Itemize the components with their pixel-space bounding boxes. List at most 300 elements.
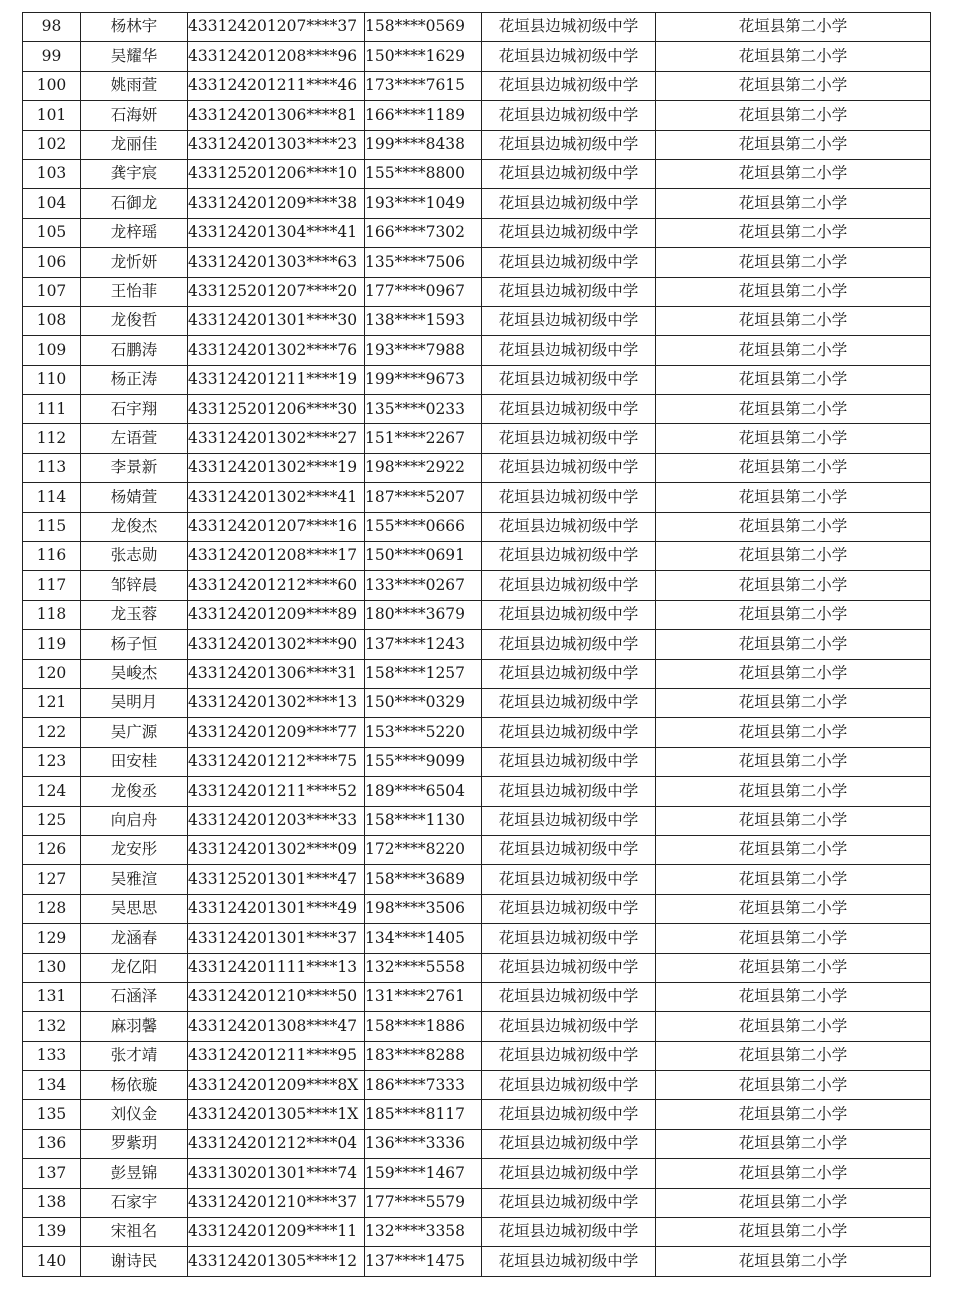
phone-number: 187****5207 — [365, 483, 482, 512]
primary-school: 花垣县第二小学 — [656, 777, 931, 806]
phone-number: 158****1257 — [365, 659, 482, 688]
middle-school: 花垣县边城初级中学 — [482, 424, 656, 453]
id-number: 433124201111****13 — [188, 953, 365, 982]
phone-number: 158****0569 — [365, 13, 482, 42]
middle-school: 花垣县边城初级中学 — [482, 336, 656, 365]
primary-school: 花垣县第二小学 — [656, 894, 931, 923]
phone-number: 153****5220 — [365, 718, 482, 747]
table-row — [23, 13, 931, 42]
phone-number: 135****0233 — [365, 395, 482, 424]
row-number: 140 — [23, 1247, 81, 1276]
student-name: 吴耀华 — [81, 42, 188, 71]
student-name: 罗紫玥 — [81, 1129, 188, 1158]
phone-number: 193****1049 — [365, 189, 482, 218]
middle-school: 花垣县边城初级中学 — [482, 189, 656, 218]
primary-school: 花垣县第二小学 — [656, 101, 931, 130]
phone-number: 180****3679 — [365, 600, 482, 629]
primary-school: 花垣县第二小学 — [656, 1012, 931, 1041]
primary-school: 花垣县第二小学 — [656, 248, 931, 277]
primary-school: 花垣县第二小学 — [656, 1100, 931, 1129]
primary-school: 花垣县第二小学 — [656, 424, 931, 453]
table-row — [23, 218, 931, 247]
table-row — [23, 159, 931, 188]
student-name: 王怡菲 — [81, 277, 188, 306]
student-name: 龙亿阳 — [81, 953, 188, 982]
row-number: 119 — [23, 630, 81, 659]
row-number: 127 — [23, 865, 81, 894]
middle-school: 花垣县边城初级中学 — [482, 600, 656, 629]
id-number: 433124201211****46 — [188, 71, 365, 100]
middle-school: 花垣县边城初级中学 — [482, 483, 656, 512]
middle-school: 花垣县边城初级中学 — [482, 277, 656, 306]
id-number: 433124201211****52 — [188, 777, 365, 806]
table-row — [23, 1218, 931, 1247]
student-name: 杨婧萱 — [81, 483, 188, 512]
table-row — [23, 365, 931, 394]
row-number: 112 — [23, 424, 81, 453]
phone-number: 155****8800 — [365, 159, 482, 188]
table-row — [23, 600, 931, 629]
id-number: 433125201206****10 — [188, 159, 365, 188]
middle-school: 花垣县边城初级中学 — [482, 747, 656, 776]
row-number: 116 — [23, 542, 81, 571]
middle-school: 花垣县边城初级中学 — [482, 395, 656, 424]
middle-school: 花垣县边城初级中学 — [482, 1218, 656, 1247]
table-row — [23, 453, 931, 482]
primary-school: 花垣县第二小学 — [656, 806, 931, 835]
primary-school: 花垣县第二小学 — [656, 365, 931, 394]
table-row — [23, 42, 931, 71]
middle-school: 花垣县边城初级中学 — [482, 1071, 656, 1100]
id-number: 433124201211****19 — [188, 365, 365, 394]
table-row — [23, 542, 931, 571]
id-number: 433124201301****30 — [188, 306, 365, 335]
row-number: 99 — [23, 42, 81, 71]
middle-school: 花垣县边城初级中学 — [482, 248, 656, 277]
table-row — [23, 1071, 931, 1100]
primary-school: 花垣县第二小学 — [656, 542, 931, 571]
middle-school: 花垣县边城初级中学 — [482, 865, 656, 894]
table-row — [23, 512, 931, 541]
row-number: 107 — [23, 277, 81, 306]
id-number: 433124201210****50 — [188, 982, 365, 1011]
primary-school: 花垣县第二小学 — [656, 865, 931, 894]
table-row — [23, 248, 931, 277]
id-number: 433124201302****90 — [188, 630, 365, 659]
phone-number: 134****1405 — [365, 924, 482, 953]
primary-school: 花垣县第二小学 — [656, 600, 931, 629]
student-name: 彭昱锦 — [81, 1159, 188, 1188]
middle-school: 花垣县边城初级中学 — [482, 659, 656, 688]
table-row — [23, 1012, 931, 1041]
primary-school: 花垣县第二小学 — [656, 306, 931, 335]
id-number: 433125201206****30 — [188, 395, 365, 424]
table-row — [23, 688, 931, 717]
table-row — [23, 1159, 931, 1188]
phone-number: 172****8220 — [365, 835, 482, 864]
row-number: 129 — [23, 924, 81, 953]
phone-number: 137****1243 — [365, 630, 482, 659]
id-number: 433125201207****20 — [188, 277, 365, 306]
id-number: 433124201306****31 — [188, 659, 365, 688]
table-row — [23, 1129, 931, 1158]
primary-school: 花垣县第二小学 — [656, 982, 931, 1011]
middle-school: 花垣县边城初级中学 — [482, 306, 656, 335]
id-number: 433124201209****11 — [188, 1218, 365, 1247]
middle-school: 花垣县边城初级中学 — [482, 835, 656, 864]
primary-school: 花垣县第二小学 — [656, 395, 931, 424]
id-number: 433124201303****23 — [188, 130, 365, 159]
table-row — [23, 894, 931, 923]
phone-number: 138****1593 — [365, 306, 482, 335]
phone-number: 133****0267 — [365, 571, 482, 600]
phone-number: 158****1130 — [365, 806, 482, 835]
table-row — [23, 101, 931, 130]
student-name: 麻羽馨 — [81, 1012, 188, 1041]
id-number: 433124201203****33 — [188, 806, 365, 835]
row-number: 138 — [23, 1188, 81, 1217]
primary-school: 花垣县第二小学 — [656, 483, 931, 512]
row-number: 137 — [23, 1159, 81, 1188]
table-row — [23, 1041, 931, 1070]
roster-body — [23, 13, 931, 1277]
table-row — [23, 924, 931, 953]
id-number: 433124201304****41 — [188, 218, 365, 247]
middle-school: 花垣县边城初级中学 — [482, 718, 656, 747]
student-name: 龙俊哲 — [81, 306, 188, 335]
row-number: 131 — [23, 982, 81, 1011]
primary-school: 花垣县第二小学 — [656, 1159, 931, 1188]
phone-number: 185****8117 — [365, 1100, 482, 1129]
middle-school: 花垣县边城初级中学 — [482, 894, 656, 923]
row-number: 124 — [23, 777, 81, 806]
primary-school: 花垣县第二小学 — [656, 1071, 931, 1100]
middle-school: 花垣县边城初级中学 — [482, 630, 656, 659]
phone-number: 136****3336 — [365, 1129, 482, 1158]
table-row — [23, 1247, 931, 1276]
phone-number: 150****0691 — [365, 542, 482, 571]
student-name: 邹锌晨 — [81, 571, 188, 600]
row-number: 115 — [23, 512, 81, 541]
phone-number: 193****7988 — [365, 336, 482, 365]
student-name: 吴峻杰 — [81, 659, 188, 688]
id-number: 433124201302****19 — [188, 453, 365, 482]
student-name: 李景新 — [81, 453, 188, 482]
student-name: 龚宇宸 — [81, 159, 188, 188]
student-name: 姚雨萱 — [81, 71, 188, 100]
id-number: 433124201301****37 — [188, 924, 365, 953]
row-number: 111 — [23, 395, 81, 424]
student-name: 石家宇 — [81, 1188, 188, 1217]
middle-school: 花垣县边城初级中学 — [482, 159, 656, 188]
id-number: 433124201209****8X — [188, 1071, 365, 1100]
phone-number: 131****2761 — [365, 982, 482, 1011]
table-row — [23, 424, 931, 453]
student-name: 龙涵春 — [81, 924, 188, 953]
phone-number: 199****9673 — [365, 365, 482, 394]
phone-number: 155****9099 — [365, 747, 482, 776]
primary-school: 花垣县第二小学 — [656, 42, 931, 71]
id-number: 433124201308****47 — [188, 1012, 365, 1041]
table-row — [23, 71, 931, 100]
row-number: 126 — [23, 835, 81, 864]
primary-school: 花垣县第二小学 — [656, 130, 931, 159]
id-number: 433124201303****63 — [188, 248, 365, 277]
table-row — [23, 747, 931, 776]
id-number: 433124201210****37 — [188, 1188, 365, 1217]
row-number: 121 — [23, 688, 81, 717]
phone-number: 166****7302 — [365, 218, 482, 247]
middle-school: 花垣县边城初级中学 — [482, 130, 656, 159]
primary-school: 花垣县第二小学 — [656, 835, 931, 864]
student-name: 杨正涛 — [81, 365, 188, 394]
row-number: 120 — [23, 659, 81, 688]
primary-school: 花垣县第二小学 — [656, 218, 931, 247]
id-number: 433124201211****95 — [188, 1041, 365, 1070]
student-name: 龙俊杰 — [81, 512, 188, 541]
middle-school: 花垣县边城初级中学 — [482, 365, 656, 394]
primary-school: 花垣县第二小学 — [656, 1129, 931, 1158]
primary-school: 花垣县第二小学 — [656, 189, 931, 218]
student-name: 吴思思 — [81, 894, 188, 923]
student-name: 张才靖 — [81, 1041, 188, 1070]
id-number: 433124201305****12 — [188, 1247, 365, 1276]
table-row — [23, 571, 931, 600]
phone-number: 150****1629 — [365, 42, 482, 71]
row-number: 113 — [23, 453, 81, 482]
table-row — [23, 718, 931, 747]
student-name: 石御龙 — [81, 189, 188, 218]
primary-school: 花垣县第二小学 — [656, 747, 931, 776]
table-row — [23, 806, 931, 835]
student-name: 龙俊丞 — [81, 777, 188, 806]
phone-number: 166****1189 — [365, 101, 482, 130]
row-number: 101 — [23, 101, 81, 130]
student-name: 谢诗民 — [81, 1247, 188, 1276]
row-number: 130 — [23, 953, 81, 982]
row-number: 100 — [23, 71, 81, 100]
middle-school: 花垣县边城初级中学 — [482, 982, 656, 1011]
middle-school: 花垣县边城初级中学 — [482, 924, 656, 953]
phone-number: 155****0666 — [365, 512, 482, 541]
row-number: 110 — [23, 365, 81, 394]
row-number: 125 — [23, 806, 81, 835]
primary-school: 花垣县第二小学 — [656, 718, 931, 747]
row-number: 102 — [23, 130, 81, 159]
row-number: 114 — [23, 483, 81, 512]
middle-school: 花垣县边城初级中学 — [482, 1129, 656, 1158]
student-name: 龙安彤 — [81, 835, 188, 864]
phone-number: 198****2922 — [365, 453, 482, 482]
id-number: 433124201305****1X — [188, 1100, 365, 1129]
phone-number: 132****3358 — [365, 1218, 482, 1247]
phone-number: 189****6504 — [365, 777, 482, 806]
row-number: 108 — [23, 306, 81, 335]
row-number: 117 — [23, 571, 81, 600]
phone-number: 135****7506 — [365, 248, 482, 277]
row-number: 103 — [23, 159, 81, 188]
table-row — [23, 395, 931, 424]
middle-school: 花垣县边城初级中学 — [482, 542, 656, 571]
student-name: 张志勋 — [81, 542, 188, 571]
middle-school: 花垣县边城初级中学 — [482, 42, 656, 71]
row-number: 109 — [23, 336, 81, 365]
middle-school: 花垣县边城初级中学 — [482, 1012, 656, 1041]
table-row — [23, 835, 931, 864]
middle-school: 花垣县边城初级中学 — [482, 101, 656, 130]
table-row — [23, 777, 931, 806]
student-name: 左语萱 — [81, 424, 188, 453]
primary-school: 花垣县第二小学 — [656, 630, 931, 659]
row-number: 135 — [23, 1100, 81, 1129]
student-name: 杨依璇 — [81, 1071, 188, 1100]
middle-school: 花垣县边城初级中学 — [482, 1100, 656, 1129]
id-number: 433124201302****09 — [188, 835, 365, 864]
id-number: 433124201302****41 — [188, 483, 365, 512]
primary-school: 花垣县第二小学 — [656, 336, 931, 365]
student-name: 吴广源 — [81, 718, 188, 747]
row-number: 105 — [23, 218, 81, 247]
student-name: 刘仪金 — [81, 1100, 188, 1129]
middle-school: 花垣县边城初级中学 — [482, 453, 656, 482]
primary-school: 花垣县第二小学 — [656, 924, 931, 953]
primary-school: 花垣县第二小学 — [656, 659, 931, 688]
middle-school: 花垣县边城初级中学 — [482, 1247, 656, 1276]
middle-school: 花垣县边城初级中学 — [482, 13, 656, 42]
primary-school: 花垣县第二小学 — [656, 688, 931, 717]
middle-school: 花垣县边城初级中学 — [482, 1188, 656, 1217]
table-row — [23, 659, 931, 688]
middle-school: 花垣县边城初级中学 — [482, 777, 656, 806]
primary-school: 花垣县第二小学 — [656, 512, 931, 541]
table-row — [23, 277, 931, 306]
table-row — [23, 982, 931, 1011]
student-name: 杨子恒 — [81, 630, 188, 659]
middle-school: 花垣县边城初级中学 — [482, 953, 656, 982]
phone-number: 199****8438 — [365, 130, 482, 159]
student-name: 石涵泽 — [81, 982, 188, 1011]
phone-number: 159****1467 — [365, 1159, 482, 1188]
primary-school: 花垣县第二小学 — [656, 453, 931, 482]
id-number: 433124201209****89 — [188, 600, 365, 629]
id-number: 433124201301****49 — [188, 894, 365, 923]
table-row — [23, 865, 931, 894]
student-name: 龙丽佳 — [81, 130, 188, 159]
id-number: 433124201208****17 — [188, 542, 365, 571]
row-number: 123 — [23, 747, 81, 776]
phone-number: 198****3506 — [365, 894, 482, 923]
id-number: 433125201301****47 — [188, 865, 365, 894]
phone-number: 186****7333 — [365, 1071, 482, 1100]
id-number: 433124201212****75 — [188, 747, 365, 776]
table-row — [23, 336, 931, 365]
student-name: 龙玉蓉 — [81, 600, 188, 629]
student-name: 吴雅渲 — [81, 865, 188, 894]
student-name: 杨林宇 — [81, 13, 188, 42]
middle-school: 花垣县边城初级中学 — [482, 571, 656, 600]
id-number: 433124201209****38 — [188, 189, 365, 218]
phone-number: 177****0967 — [365, 277, 482, 306]
id-number: 433124201302****27 — [188, 424, 365, 453]
row-number: 133 — [23, 1041, 81, 1070]
phone-number: 158****3689 — [365, 865, 482, 894]
id-number: 433124201212****04 — [188, 1129, 365, 1158]
id-number: 433130201301****74 — [188, 1159, 365, 1188]
phone-number: 132****5558 — [365, 953, 482, 982]
row-number: 134 — [23, 1071, 81, 1100]
student-name: 石鹏涛 — [81, 336, 188, 365]
table-row — [23, 630, 931, 659]
id-number: 433124201212****60 — [188, 571, 365, 600]
phone-number: 183****8288 — [365, 1041, 482, 1070]
row-number: 132 — [23, 1012, 81, 1041]
student-name: 田安桂 — [81, 747, 188, 776]
primary-school: 花垣县第二小学 — [656, 571, 931, 600]
student-name: 向启舟 — [81, 806, 188, 835]
primary-school: 花垣县第二小学 — [656, 953, 931, 982]
phone-number: 158****1886 — [365, 1012, 482, 1041]
id-number: 433124201302****13 — [188, 688, 365, 717]
phone-number: 151****2267 — [365, 424, 482, 453]
row-number: 136 — [23, 1129, 81, 1158]
middle-school: 花垣县边城初级中学 — [482, 512, 656, 541]
middle-school: 花垣县边城初级中学 — [482, 218, 656, 247]
student-name: 石宇翔 — [81, 395, 188, 424]
middle-school: 花垣县边城初级中学 — [482, 806, 656, 835]
primary-school: 花垣县第二小学 — [656, 277, 931, 306]
primary-school: 花垣县第二小学 — [656, 1247, 931, 1276]
middle-school: 花垣县边城初级中学 — [482, 1159, 656, 1188]
table-row — [23, 1100, 931, 1129]
row-number: 98 — [23, 13, 81, 42]
student-name: 吴明月 — [81, 688, 188, 717]
table-row — [23, 306, 931, 335]
id-number: 433124201306****81 — [188, 101, 365, 130]
primary-school: 花垣县第二小学 — [656, 1188, 931, 1217]
student-name: 宋祖名 — [81, 1218, 188, 1247]
middle-school: 花垣县边城初级中学 — [482, 1041, 656, 1070]
student-roster-table — [22, 12, 931, 1277]
primary-school: 花垣县第二小学 — [656, 159, 931, 188]
phone-number: 177****5579 — [365, 1188, 482, 1217]
row-number: 118 — [23, 600, 81, 629]
id-number: 433124201209****77 — [188, 718, 365, 747]
table-row — [23, 953, 931, 982]
primary-school: 花垣县第二小学 — [656, 1218, 931, 1247]
primary-school: 花垣县第二小学 — [656, 13, 931, 42]
phone-number: 173****7615 — [365, 71, 482, 100]
id-number: 433124201302****76 — [188, 336, 365, 365]
table-row — [23, 1188, 931, 1217]
primary-school: 花垣县第二小学 — [656, 71, 931, 100]
row-number: 106 — [23, 248, 81, 277]
row-number: 122 — [23, 718, 81, 747]
id-number: 433124201207****37 — [188, 13, 365, 42]
row-number: 139 — [23, 1218, 81, 1247]
middle-school: 花垣县边城初级中学 — [482, 71, 656, 100]
student-name: 石海妍 — [81, 101, 188, 130]
primary-school: 花垣县第二小学 — [656, 1041, 931, 1070]
middle-school: 花垣县边城初级中学 — [482, 688, 656, 717]
row-number: 128 — [23, 894, 81, 923]
id-number: 433124201208****96 — [188, 42, 365, 71]
phone-number: 137****1475 — [365, 1247, 482, 1276]
table-row — [23, 483, 931, 512]
id-number: 433124201207****16 — [188, 512, 365, 541]
student-name: 龙忻妍 — [81, 248, 188, 277]
table-row — [23, 189, 931, 218]
table-row — [23, 130, 931, 159]
